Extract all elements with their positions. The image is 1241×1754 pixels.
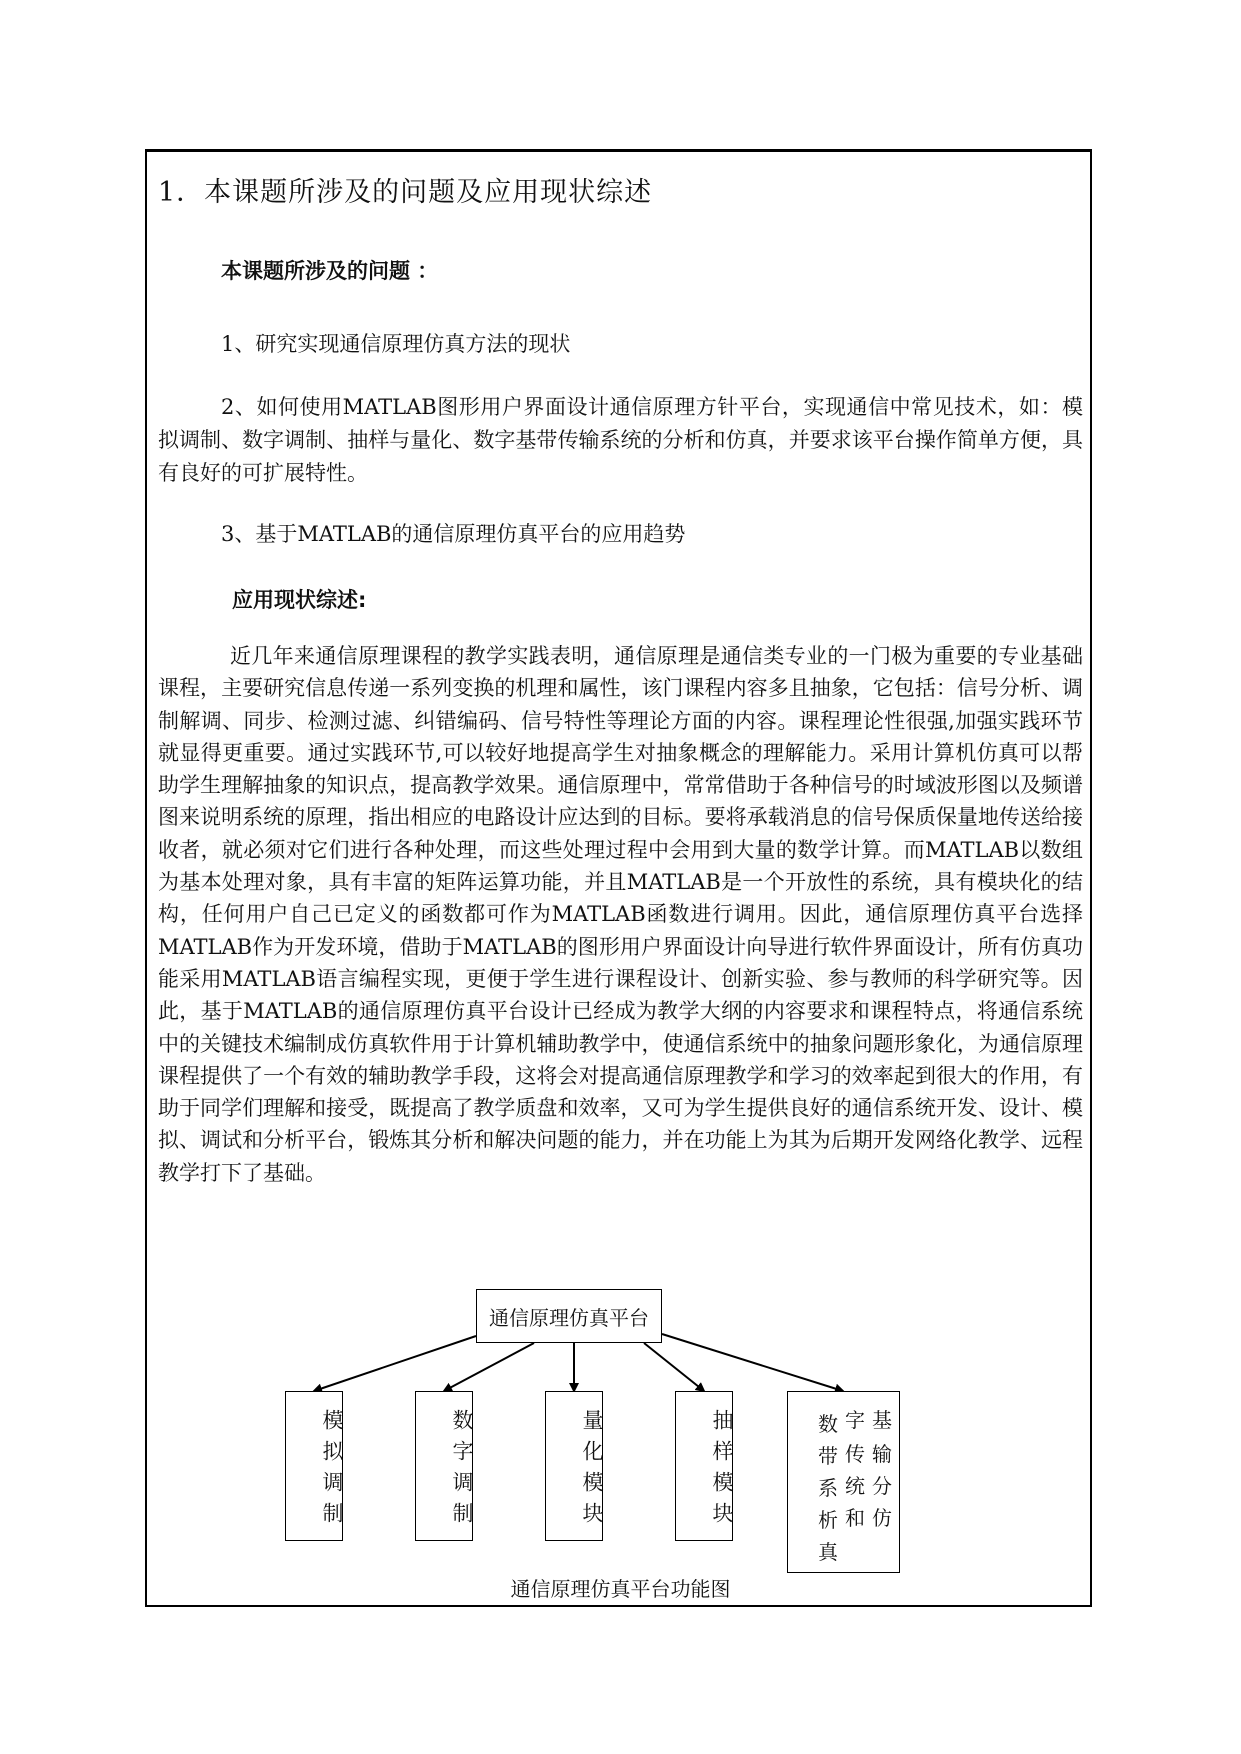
diagram-node-analog-modulation: 模拟调制 [285, 1391, 343, 1541]
subheading-problems: 本课题所涉及的问题 ： [221, 259, 439, 283]
connector-2 [444, 1343, 534, 1391]
diagram-caption: 通信原理仿真平台功能图 [510, 1577, 731, 1601]
baseband-col-3-r2: 输 [872, 1442, 892, 1466]
section-title: 1．本课题所涉及的问题及应用现状综述 [158, 177, 653, 208]
baseband-col-1-r1: 数 [818, 1412, 838, 1436]
subheading-status: 应用现状综述: [232, 588, 367, 612]
connector-4 [644, 1343, 704, 1391]
status-paragraph: 近几年来通信原理课程的教学实践表明，通信原理是通信类专业的一门极为重要的专业基础课程，主要研究信息传递一系列变换的机理和属性，该门课程内容多且抽象，它包括：信号分析、调制解调、同步、检测过滤、纠错编码、信号特性等理论方面的内容。课程理论性很强,加强实践环节就显得更重要。通过实践环节,可以较好地提高学生对抽象概念的理解能力。采用计算机仿真可以帮助学生理解抽象的知识点，提高教学效果。通信原理中，常常借助于各种信号的时域波形图以及频谱图来说明系统的原理，指出相应的电路设计应达到的目标。要将承载消息的信号保质保量地传送给接收者，就必须对它们进行各种处理，而这些处理过程中会用到大量的数学计算。而MATLAB以数组为基本处理对象，具有丰富的矩阵运算功能，并且MATLAB是一个开放性的系统，具有模块化的结构，任何用户自己已定义的函数都可作为MATLAB函数进行调用。因此，通信原理仿真平台选择MATLAB作为开发环境，借助于MATLAB的图形用户界面设计向导进行软件界面设计，所有仿真功能采用MATLAB语言编程实现，更便于学生进行课程设计、创新实验、参与教师的科学研究等。因此，基于MATLAB的通信原理仿真平台设计已经成为教学大纲的内容要求和课程特点，将通信系统中的关键技术编制成仿真软件用于计算机辅助教学中，使通信系统中的抽象问题形象化，为通信原理课程提供了一个有效的辅助教学手段，这将会对提高通信原理教学和学习的效率起到很大的作用，有助于同学们理解和接受，既提高了教学质盘和效率，又可为学生提供良好的通信系统开发、设计、模拟、调试和分析平台，锻炼其分析和解决问题的能力，并在功能上为其为后期开发网络化教学、远程教学打下了基础。 [158, 644, 1083, 1185]
baseband-node-text [788, 1392, 901, 1574]
baseband-col-2-r1: 字 [845, 1408, 865, 1432]
connector-1 [314, 1336, 476, 1391]
baseband-col-1-r2: 带 [818, 1444, 838, 1468]
baseband-col-2-r2: 传 [845, 1442, 865, 1466]
baseband-col-3-r3: 分 [872, 1474, 892, 1498]
diagram-node-baseband [787, 1391, 900, 1573]
baseband-col-1-r5: 真 [818, 1540, 838, 1564]
baseband-col-2-r3: 统 [845, 1474, 865, 1498]
baseband-col-3-r1: 基 [872, 1408, 892, 1432]
baseband-col-1-r4: 析 [818, 1508, 838, 1532]
problem-item-3: 3、基于MATLAB的通信原理仿真平台的应用趋势 [221, 522, 686, 546]
problem-item-1: 1、研究实现通信原理仿真方法的现状 [221, 332, 571, 356]
connector-5 [662, 1334, 843, 1391]
baseband-col-1-r3: 系 [818, 1476, 838, 1500]
diagram-node-digital-modulation: 数字调制 [415, 1391, 473, 1541]
baseband-col-3-r4: 仿 [872, 1506, 892, 1530]
baseband-col-2-r4: 和 [845, 1506, 865, 1530]
problem-item-2: 2、如何使用MATLAB图形用户界面设计通信原理方针平台，实现通信中常见技术，如：模拟调制、数字调制、抽样与量化、数字基带传输系统的分析和仿真，并要求该平台操作简单方便，具有良好的可扩展特性。 [158, 395, 1083, 485]
diagram-root-node: 通信原理仿真平台 [476, 1289, 662, 1343]
diagram-node-sampling: 抽样模块 [675, 1391, 733, 1541]
diagram-node-quantization: 量化模块 [545, 1391, 603, 1541]
